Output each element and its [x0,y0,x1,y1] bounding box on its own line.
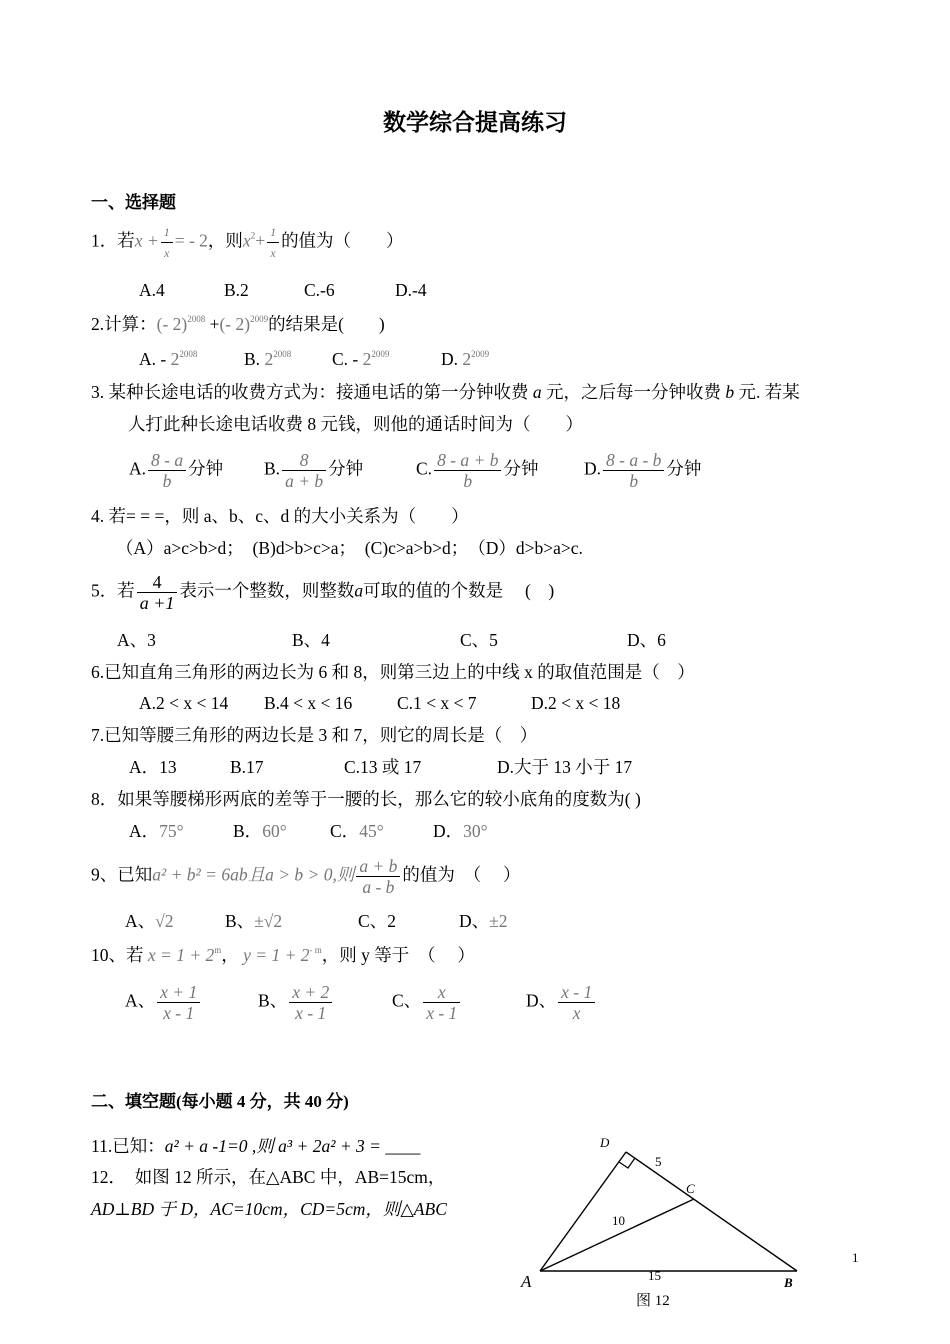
question-4-options[interactable]: （A）a>c>b>d； (B)d>b>c>a； (C)c>a>b>d； （D）d>b>a>c. [116,538,583,558]
question-8: 8．如果等腰梯形两底的差等于一腰的长，那么它的较小底角的度数为( ) [91,789,641,809]
option-a[interactable]: A. - $2^{2008}$ [139,349,198,369]
segment-ad [540,1152,626,1271]
question-4: 4. 若= = =，则 a、b、c、d 的大小关系为（ ） [91,506,469,526]
question-10: 10、若 $x = 1 + 2^m$， $y = 1 + 2^{- m}$，则 y 等于 （ ） [91,945,475,965]
option-c[interactable]: C、2 [358,911,396,931]
option-c[interactable]: C.1 < x < 7 [397,693,477,713]
option-b[interactable]: B. $2^{2008}$ [244,349,292,369]
answer-blank[interactable]: ____ [385,1136,421,1156]
option-a[interactable]: A、√2 [125,911,174,931]
question-9-options [0,913,950,933]
question-6-options [0,695,950,715]
option-b[interactable]: B.17 [230,757,264,777]
option-a[interactable]: A.4 [139,280,165,300]
option-d[interactable]: D.2 < x < 18 [531,693,621,713]
section-choice-heading: 一、选择题 [91,193,176,212]
question-2: 2.计算：(- 2)$^{2008}$ +(- 2)$^{2009}$的结果是( ) [91,314,385,334]
option-d[interactable]: D、 $\frac{x - 1}{x}$ [526,982,597,1023]
option-a[interactable]: A．75° [129,821,184,841]
question-11: 11.已知：a² + a -1=0 ,则 a³ + 2a² + 3 = ____ [91,1136,421,1156]
option-a[interactable]: A、 $\frac{x + 1}{x - 1}$ [125,982,202,1023]
option-a[interactable]: A. $\frac{8 - a}{b}$ 分钟 [129,450,224,491]
option-a[interactable]: A．13 [129,757,177,777]
length-ac-label: 10 [612,1213,625,1228]
segment-db [626,1152,797,1271]
vertex-b-label: B [784,1275,793,1290]
option-d[interactable]: D. $\frac{8 - a - b}{b}$ 分钟 [584,450,702,491]
option-c[interactable]: C、 $\frac{x}{x - 1}$ [392,982,462,1023]
length-ab-label: 15 [648,1268,661,1283]
option-d[interactable]: D、±2 [459,911,508,931]
question-1: 1．若x + $\frac{1}{x}$ = - 2，则$x^2+$ $\frac{1}{x}$ 的值为（ ） [91,222,404,263]
option-d[interactable]: D.大于 13 小于 17 [497,757,633,777]
figure-12-triangle [500,1125,820,1315]
question-3-line2: 人打此种长途电话收费 8 元钱，则他的通话时间为（ ） [128,414,583,434]
option-c[interactable]: C、5 [460,630,498,650]
option-c[interactable]: C．45° [330,821,384,841]
option-b[interactable]: B、4 [292,630,330,650]
option-b[interactable]: B、±√2 [225,911,283,931]
question-2-options [0,351,950,371]
question-12: 12． 如图 12 所示，在△ABC 中，AB=15cm， [91,1167,446,1187]
length-dc-label: 5 [655,1154,662,1169]
option-c[interactable]: C.-6 [304,280,335,300]
option-d[interactable]: D．30° [433,821,488,841]
question-9: 9、已知a² + b² = 6ab且a > b > 0,则 $\frac{a + b}{a - b}$ 的值为 （ ） [91,856,521,897]
question-5: 5．若 $\frac{4}{a +1}$ 表示一个整数，则整数a可取的值的个数是 ( ) [91,572,555,613]
option-a[interactable]: A、3 [117,630,156,650]
option-b[interactable]: B.2 [224,280,249,300]
vertex-a-label: A [521,1272,532,1291]
section-fill-heading: 二、填空题(每小题 4 分，共 40 分) [91,1092,349,1111]
option-c[interactable]: C.13 或 17 [344,757,422,777]
question-5-options [0,632,950,652]
option-b[interactable]: B、 $\frac{x + 2}{x - 1}$ [258,982,334,1023]
question-3: 3. 某种长途电话的收费方式为：接通电话的第一分钟收费 a 元，之后每一分钟收费 b 元. 若某 [91,382,800,402]
question-7-options [0,759,950,779]
question-10-options [0,982,950,1026]
option-d[interactable]: D、6 [627,630,666,650]
option-b[interactable]: B.4 < x < 16 [264,693,353,713]
question-7: 7.已知等腰三角形的两边长是 3 和 7，则它的周长是（ ） [91,725,538,745]
question-8-options [0,823,950,843]
option-a[interactable]: A.2 < x < 14 [139,693,229,713]
option-b[interactable]: B．60° [233,821,287,841]
figure-caption: 图 12 [636,1293,670,1309]
page-title: 数学综合提高练习 [383,110,567,136]
page-number: 1 [852,1250,859,1265]
option-d[interactable]: D. $2^{2009}$ [441,349,490,369]
segment-ac [540,1199,694,1271]
question-12-line2: AD⊥BD 于 D，AC=10cm，CD=5cm，则△ABC [91,1199,447,1219]
vertex-d-label: D [600,1135,610,1150]
option-b[interactable]: B. $\frac{8}{a + b}$ 分钟 [264,450,364,491]
option-d[interactable]: D.-4 [395,280,427,300]
option-c[interactable]: C. $\frac{8 - a + b}{b}$ 分钟 [416,450,539,491]
vertex-c-label: C [686,1181,695,1196]
question-3-options [0,450,950,494]
question-1-options [0,282,950,302]
question-6: 6.已知直角三角形的两边长为 6 和 8，则第三边上的中线 x 的取值范围是（ ） [91,662,695,682]
option-c[interactable]: C. - $2^{2009}$ [332,349,390,369]
